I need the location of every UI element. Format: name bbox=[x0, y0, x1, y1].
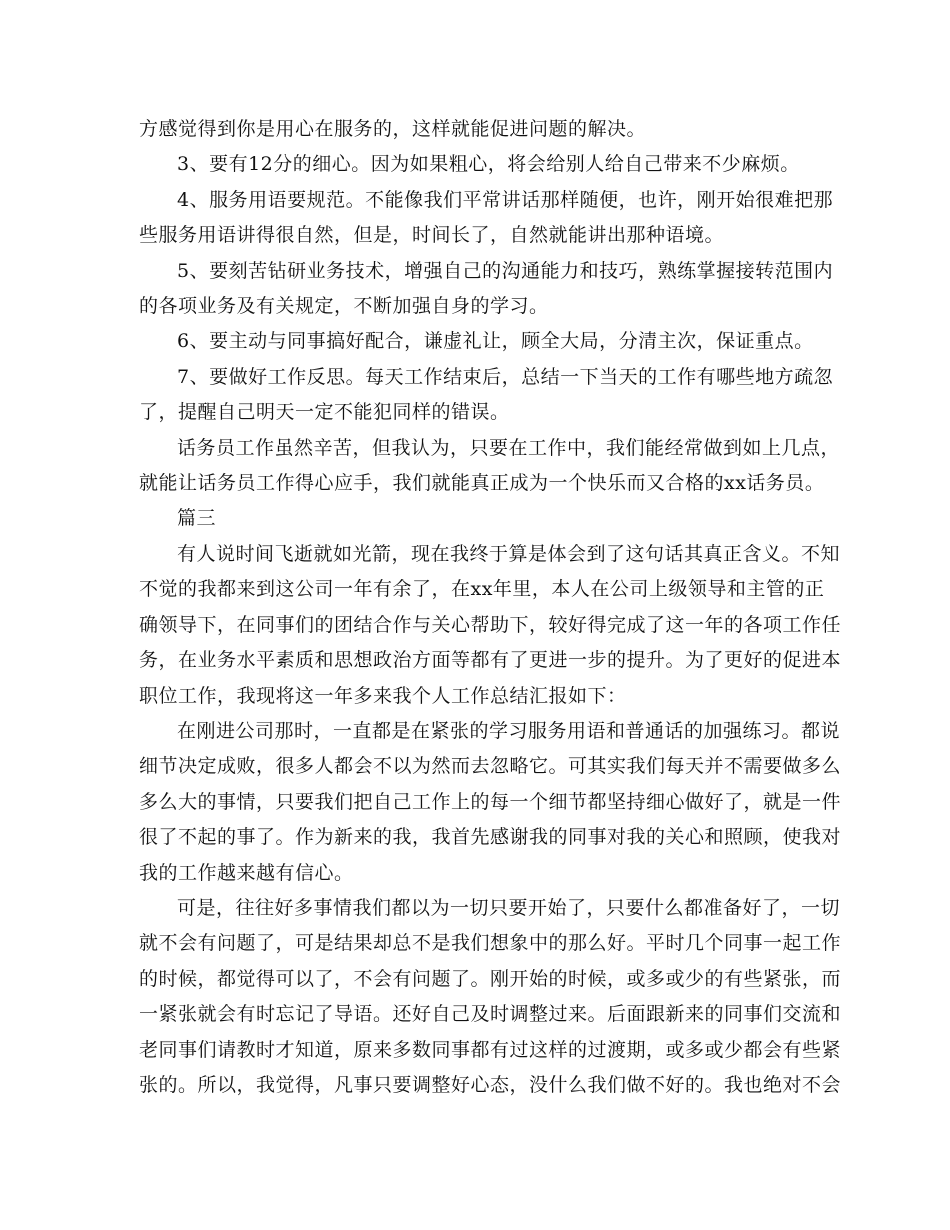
text-line: 老同事们请教时才知道，原来多数同事都有过这样的过渡期，或多或少都会有些紧 bbox=[139, 1038, 842, 1061]
text-line: 张的。所以，我觉得，凡事只要调整好心态，没什么我们做不好的。我也绝对不会 bbox=[139, 1073, 842, 1096]
text-line: 6、要主动与同事搞好配合，谦虚礼让，顾全大局，分清主次，保证重点。 bbox=[177, 330, 814, 353]
text-line: 方感觉得到你是用心在服务的，这样就能促进问题的解决。 bbox=[139, 118, 647, 140]
text-line: 些服务用语讲得很自然，但是，时间长了，自然就能讲出那种语境。 bbox=[139, 224, 725, 247]
section-title: 篇三 bbox=[177, 507, 217, 530]
paragraph-5 bbox=[139, 324, 817, 359]
text-line: 就不会有问题了，可是结果却总不是我们想象中的那么好。平时几个同事一起工作 bbox=[139, 932, 842, 955]
text-line: 我的工作越来越有信心。 bbox=[139, 861, 354, 884]
document-page bbox=[139, 112, 842, 1103]
text-line: 5、要刻苦钻研业务技术，增强自己的沟通能力和技巧，熟练掌握接转范围内 bbox=[177, 259, 834, 282]
text-line: 一紧张就会有时忘记了导语。还好自己及时调整过来。后面跟新来的同事们交流和 bbox=[139, 1003, 842, 1026]
section-heading bbox=[139, 501, 817, 536]
paragraph-7 bbox=[139, 431, 841, 502]
paragraph-10 bbox=[139, 714, 842, 891]
text-line: 务，在业务水平素质和思想政治方面等都有了更进一步的提升。为了更好的促进本 bbox=[139, 649, 842, 672]
text-line: 不觉的我都来到这公司一年有余了，在xx年里，本人在公司上级领导和主管的正 bbox=[139, 578, 825, 601]
text-line: 的时候，都觉得可以了，不会有问题了。刚开始的时候，或多或少的有些紧张，而 bbox=[139, 967, 842, 990]
text-line: 多么大的事情，只要我们把自己工作上的每一个细节都坚持细心做好了，就是一件 bbox=[139, 790, 842, 813]
paragraph-3 bbox=[139, 183, 834, 254]
text-line: 职位工作，我现将这一年多来我个人工作总结汇报如下： bbox=[139, 684, 627, 707]
text-line: 可是，往往好多事情我们都以为一切只要开始了，只要什么都准备好了，一切 bbox=[177, 896, 841, 919]
text-line: 很了不起的事了。作为新来的我，我首先感谢我的同事对我的关心和照顾，使我对 bbox=[139, 826, 842, 849]
paragraph-9 bbox=[139, 537, 842, 714]
text-line: 有人说时间飞逝就如光箭，现在我终于算是体会到了这句话其真正含义。不知 bbox=[177, 542, 841, 565]
text-line: 在刚进公司那时，一直都是在紧张的学习服务用语和普通话的加强练习。都说 bbox=[177, 719, 841, 742]
text-line: 3、要有12分的细心。因为如果粗心，将会给别人给自己带来不少麻烦。 bbox=[177, 153, 800, 176]
text-line: 话务员工作虽然辛苦，但我认为，只要在工作中，我们能经常做到如上几点， bbox=[177, 436, 841, 459]
text-line: 细节决定成败，很多人都会不以为然而去忽略它。可其实我们每天并不需要做多么 bbox=[139, 755, 842, 778]
text-line: 就能让话务员工作得心应手，我们就能真正成为一个快乐而又合格的xx话务员。 bbox=[139, 472, 825, 495]
paragraph-1 bbox=[139, 112, 817, 147]
paragraph-2 bbox=[139, 147, 817, 182]
paragraph-6 bbox=[139, 360, 834, 431]
text-line: 4、服务用语要规范。不能像我们平常讲话那样随便，也许，刚开始很难把那 bbox=[177, 188, 834, 211]
text-line: 的各项业务及有关规定，不断加强自身的学习。 bbox=[139, 295, 549, 318]
text-line: 7、要做好工作反思。每天工作结束后，总结一下当天的工作有哪些地方疏忽 bbox=[177, 365, 834, 388]
paragraph-4 bbox=[139, 254, 834, 325]
paragraph-11 bbox=[139, 891, 842, 1103]
text-line: 确领导下，在同事们的团结合作与关心帮助下，较好得完成了这一年的各项工作任 bbox=[139, 613, 842, 636]
text-line: 了，提醒自己明天一定不能犯同样的错误。 bbox=[139, 401, 510, 424]
